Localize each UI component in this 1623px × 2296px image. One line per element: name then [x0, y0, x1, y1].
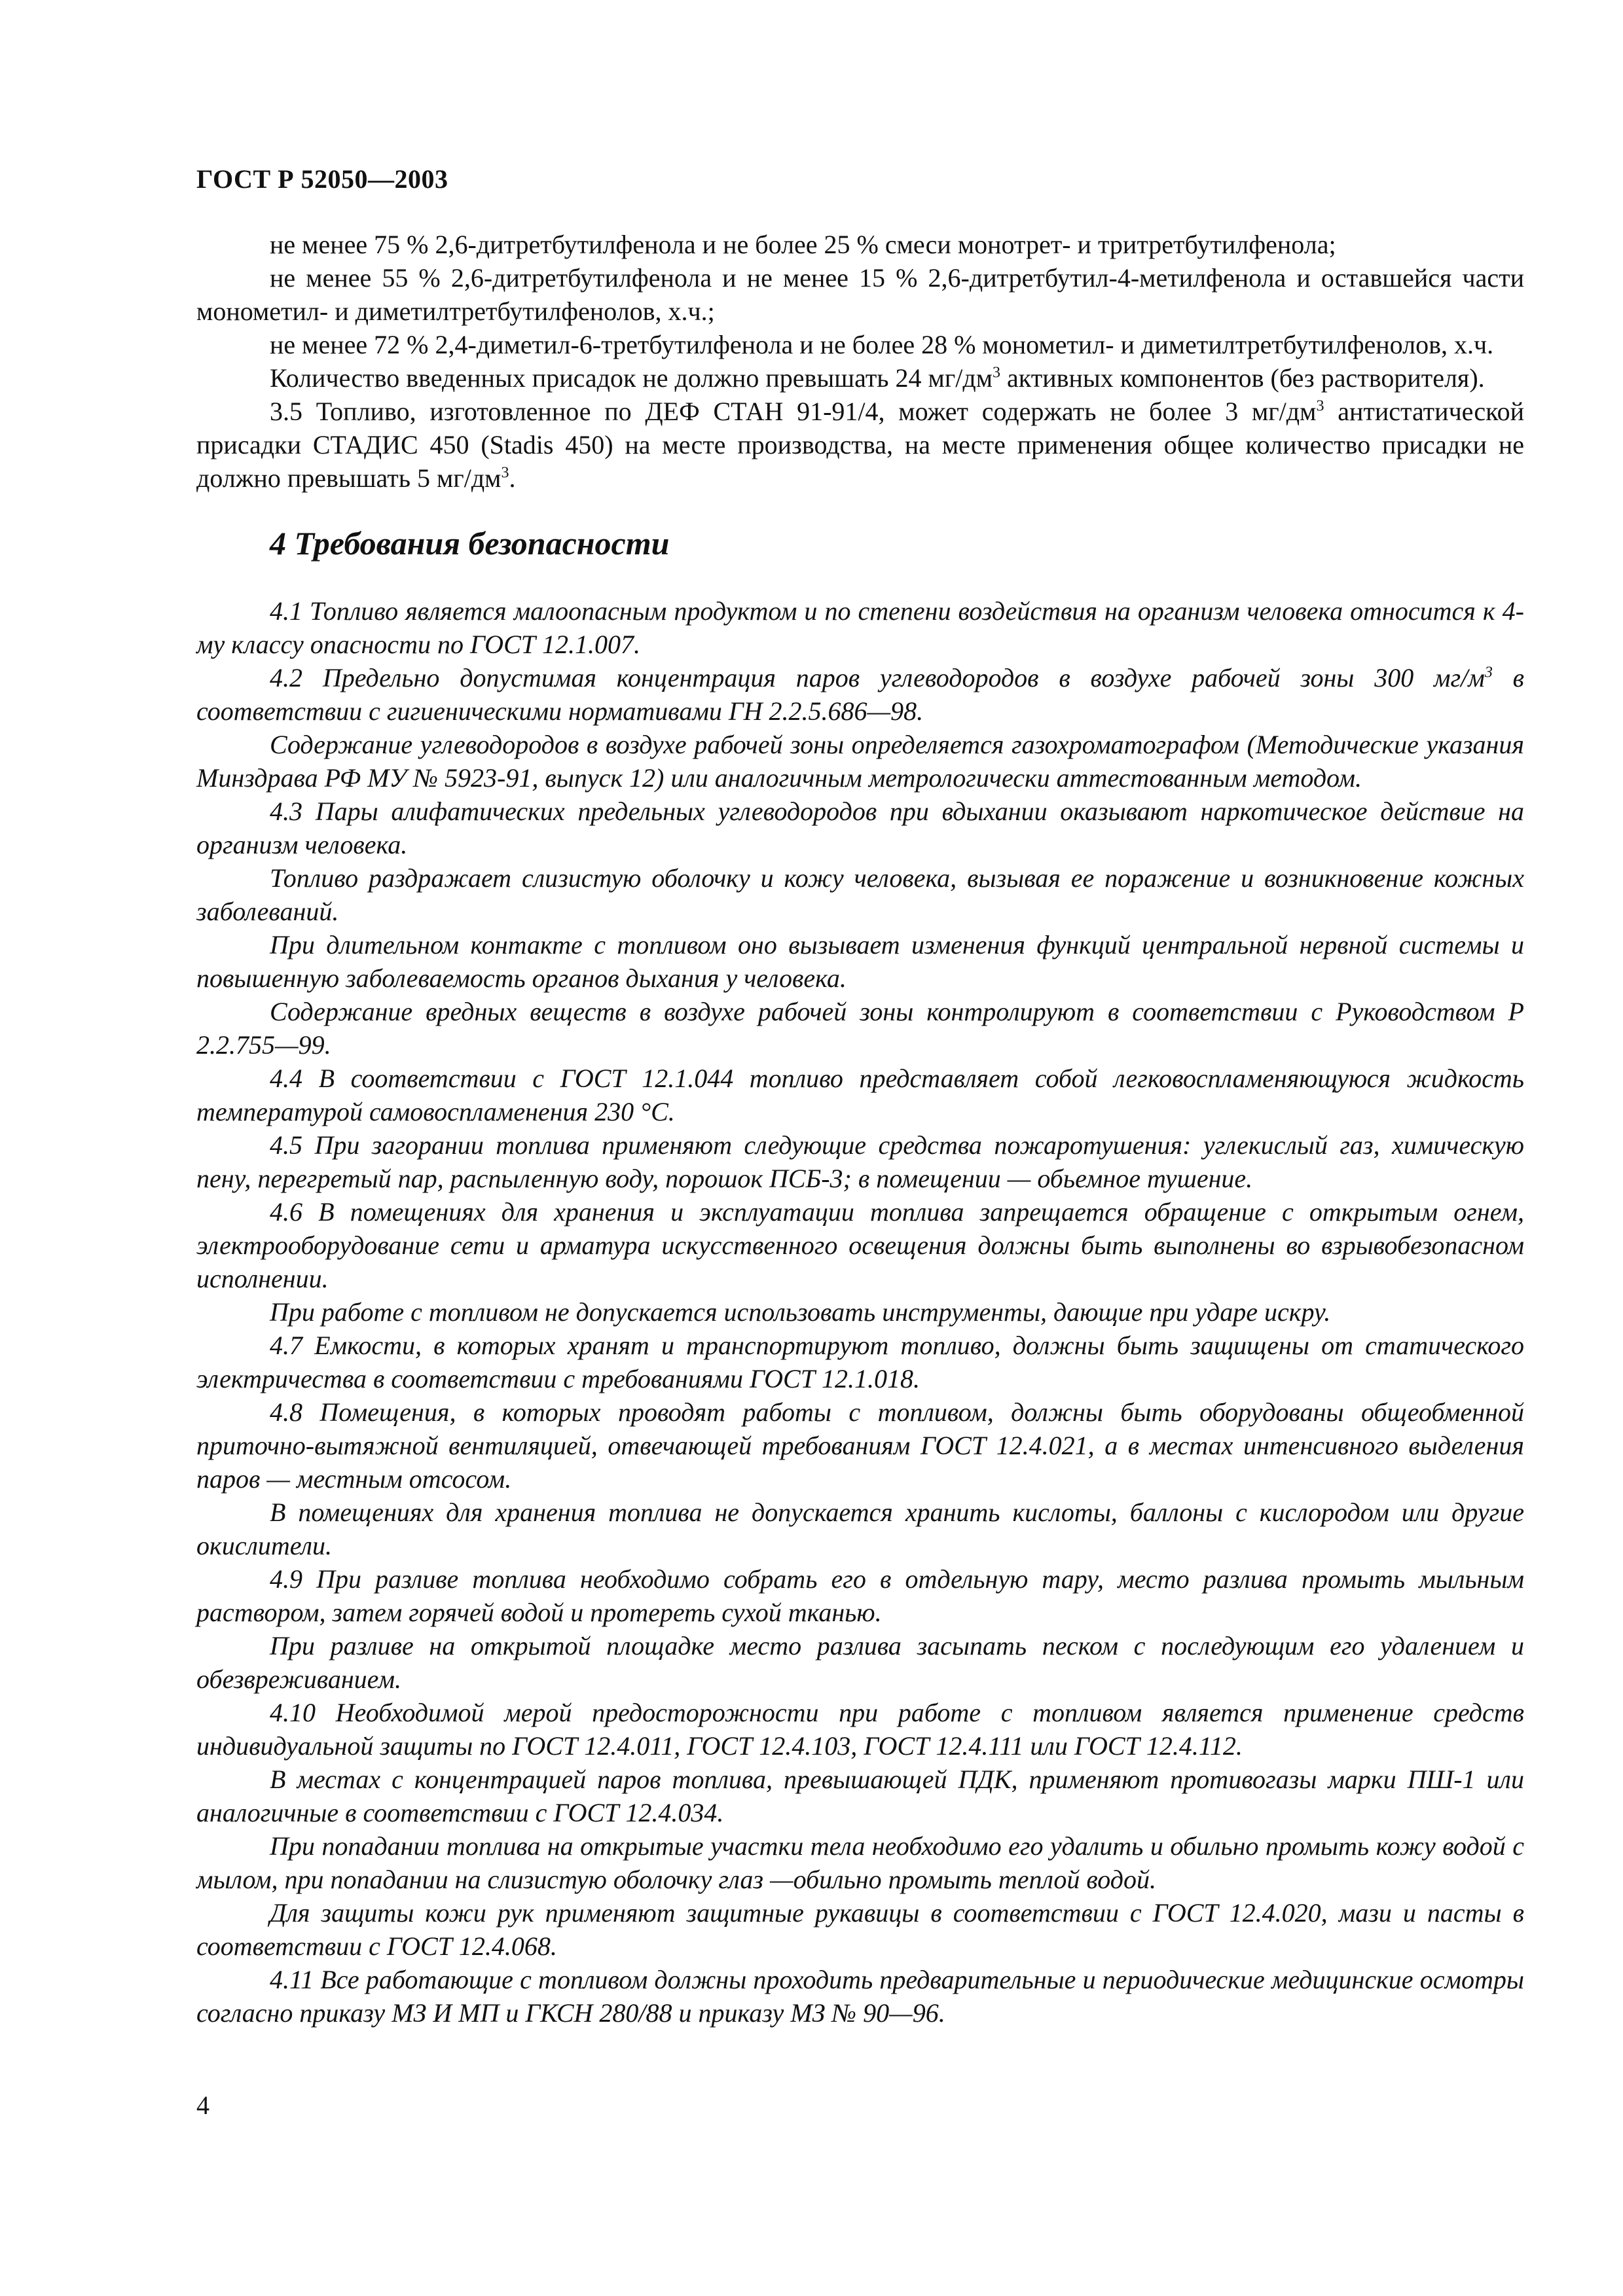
paragraph	[196, 361, 1524, 395]
paragraph: 4.1 Топливо является малоопасным продуктом и по степени воздействия на организм человека относится к 4-му классу опасности по ГОСТ 12.1.007.	[196, 596, 1524, 659]
standard-code-header: ГОСТ Р 52050—2003	[196, 164, 448, 194]
continuation-block	[196, 228, 1524, 495]
superscript: 3	[1484, 664, 1493, 681]
paragraph: 4.6 В помещениях для хранения и эксплуатации топлива запрещается обращение с открытым огнем, электрооборудование сети и арматура искусственного освещения должны быть выполнены во взрывобезопасном исполнении.	[196, 1197, 1524, 1293]
paragraph: При работе с топливом не допускается использовать инструменты, дающие при ударе искру.	[270, 1297, 1331, 1327]
page-body	[196, 228, 1524, 2030]
paragraph: 4.5 При загорании топлива применяют следующие средства пожаротушения: углекислый газ, химическую пену, перегретый пар, распыленную воду, порошок ПСБ-3; в помещении — обьемное тушение.	[196, 1130, 1524, 1193]
paragraph-text: антистатической присадки СТАДИС 450 (Stadis 450) на месте производства, на месте применения общее количество присадки не должно превышать 5 мг/дм	[196, 397, 1524, 493]
paragraph: При длительном контакте с топливом оно вызывает изменения функций центральной нервной системы и повышенную заболеваемость органов дыхания у человека.	[196, 930, 1524, 993]
paragraph: При попадании топлива на открытые участки тела необходимо его удалить и обильно промыть кожу водой с мылом, при попадании на слизистую оболочку глаз —обильно промыть теплой водой.	[196, 1831, 1524, 1894]
paragraph: При разливе на открытой площадке место разлива засыпать песком с последующим его удалением и обезвреживанием.	[196, 1631, 1524, 1694]
paragraph	[196, 661, 1524, 728]
paragraph: не менее 55 % 2,6-дитретбутилфенола и не менее 15 % 2,6-дитретбутил-4-метилфенола и оставшейся части монометил- и диметилтретбутилфенолов, х.ч.;	[196, 263, 1524, 326]
safety-requirements-section	[196, 594, 1524, 2030]
paragraph: 4.4 В соответствии с ГОСТ 12.1.044 топливо представляет собой легковоспламеняющуюся жидкость температурой самовоспламенения 230 °С.	[196, 1064, 1524, 1126]
superscript: 3	[993, 364, 1001, 382]
paragraph	[196, 395, 1524, 495]
paragraph: Содержание вредных веществ в воздухе рабочей зоны контролируют в соответствии с Руководством Р 2.2.755—99.	[196, 997, 1524, 1060]
paragraph: 4.11 Все работающие с топливом должны проходить предварительные и периодические медицинские осмотры согласно приказу МЗ И МП и ГКСН 280/88 и приказу МЗ № 90—96.	[196, 1965, 1524, 2028]
paragraph: В помещениях для хранения топлива не допускается хранить кислоты, баллоны с кислородом или другие окислители.	[196, 1498, 1524, 1560]
paragraph: 4.9 При разливе топлива необходимо собрать его в отдельную тару, место разлива промыть мыльным раствором, затем горячей водой и протереть сухой тканью.	[196, 1564, 1524, 1627]
paragraph: 4.10 Необходимой мерой предосторожности при работе с топливом является применение средств индивидуальной защиты по ГОСТ 12.4.011, ГОСТ 12.4.103, ГОСТ 12.4.111 или ГОСТ 12.4.112.	[196, 1698, 1524, 1761]
paragraph: В местах с концентрацией паров топлива, превышающей ПДК, применяют противогазы марки ПШ-1 или аналогичные в соответствии с ГОСТ 12.4.034.	[196, 1765, 1524, 1827]
paragraph: 4.8 Помещения, в которых проводят работы с топливом, должны быть оборудованы общеобменной приточно-вытяжной вентиляцией, отвечающей требованиям ГОСТ 12.4.021, а в местах интенсивного выделения паров — местным отсосом.	[196, 1397, 1524, 1494]
paragraph: Содержание углеводородов в воздухе рабочей зоны определяется газохроматографом (Методические указания Минздрава РФ МУ № 5923-91, выпуск 12) или аналогичным метрологически аттестованным методом.	[196, 730, 1524, 793]
superscript: 3	[1316, 397, 1324, 415]
paragraph-text: в соответствии с гигиеническими нормативами ГН 2.2.5.686—98.	[196, 663, 1524, 726]
paragraph: Топливо раздражает слизистую оболочку и кожу человека, вызывая ее поражение и возникновение кожных заболеваний.	[196, 863, 1524, 926]
paragraph-text: 4.2 Предельно допустимая концентрация паров углеводородов в воздухе рабочей зоны 300 мг/м	[270, 663, 1485, 692]
paragraph: 4.7 Емкости, в которых хранят и транспортируют топливо, должны быть защищены от статического электричества в соответствии с требованиями ГОСТ 12.1.018.	[196, 1331, 1524, 1393]
section-heading: 4 Требования безопасности	[270, 525, 670, 562]
paragraph-text: .	[509, 463, 516, 493]
paragraph: не менее 72 % 2,4-диметил-6-третбутилфенола и не более 28 % монометил- и диметилтретбутилфенолов, х.ч.	[270, 330, 1494, 359]
page-number: 4	[196, 2090, 210, 2120]
paragraph: не менее 75 % 2,6-дитретбутилфенола и не более 25 % смеси монотрет- и тритретбутилфенола;	[270, 230, 1336, 259]
paragraph-text: Количество введенных присадок не должно превышать 24 мг/дм	[270, 363, 993, 393]
paragraph: Для защиты кожи рук применяют защитные рукавицы в соответствии с ГОСТ 12.4.020, мази и пасты в соответствии с ГОСТ 12.4.068.	[196, 1898, 1524, 1961]
paragraph: 4.3 Пары алифатических предельных углеводородов при вдыхании оказывают наркотическое действие на организм человека.	[196, 797, 1524, 859]
paragraph-text: активных компонентов (без растворителя).	[1000, 363, 1485, 393]
paragraph-text: 3.5 Топливо, изготовленное по ДЕФ СТАН 91-91/4, может содержать не более 3 мг/дм	[270, 397, 1317, 426]
superscript: 3	[501, 464, 509, 482]
